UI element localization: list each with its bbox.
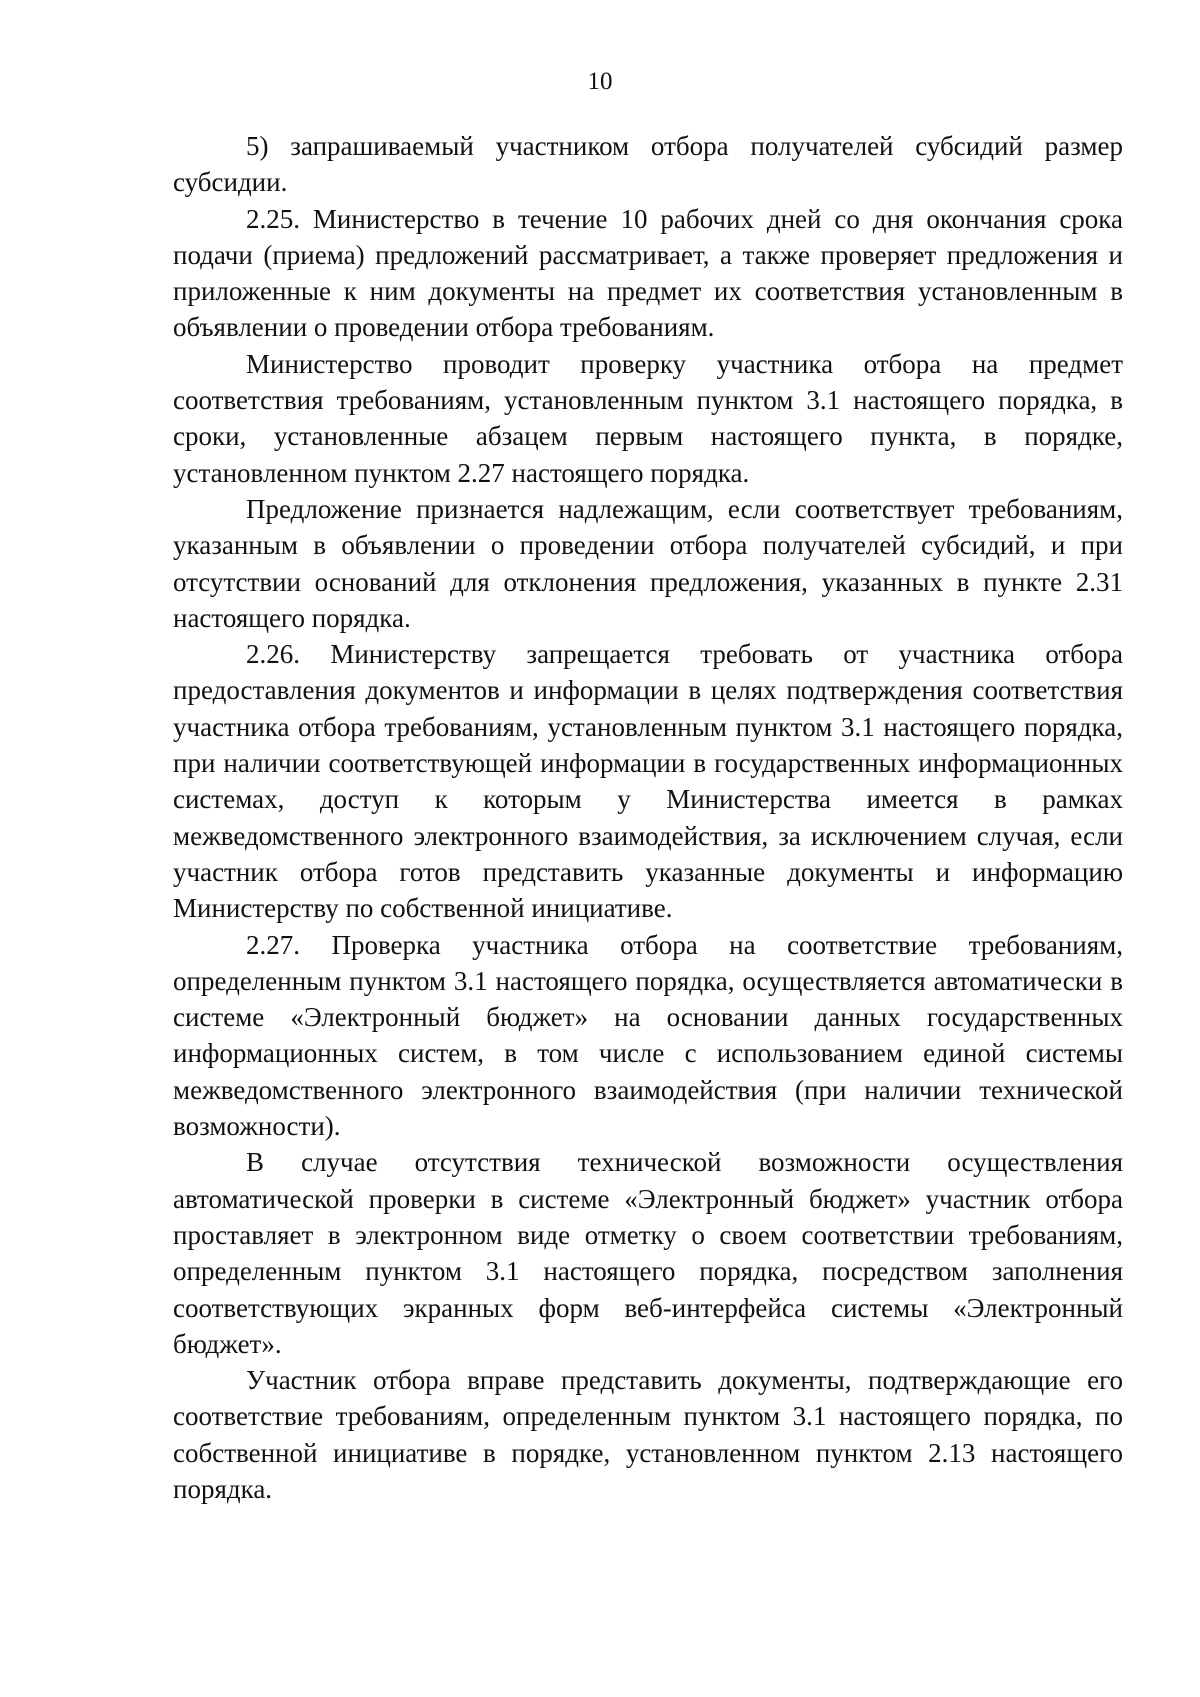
paragraph-item-5-subsidy-size: 5) запрашиваемый участником отбора получателей субсидий размер субсидии. [173,131,1123,198]
paragraph-2-27: 2.27. Проверка участника отбора на соответствие требованиям, определенным пунктом 3.1 настоящего порядка, осуществляется автоматически в системе «Электронный бюджет» на основании данных государственных информационных систем, в том числе с использованием единой системы межведомственного электронного взаимодействия (при наличии технической возможности). [173,929,1123,1142]
document-body [173,128,1123,1507]
paragraph-participant-documents: Участник отбора вправе представить документы, подтверждающие его соответствие требованиям, определенным пунктом 3.1 настоящего порядка, по собственной инициативе в порядке, установленном пунктом 2.13 настоящего порядка. [173,1365,1123,1504]
paragraph-2-26: 2.26. Министерству запрещается требовать от участника отбора предоставления документов и информации в целях подтверждения соответствия участника отбора требованиям, установленным пунктом 3.1 настоящего порядка, при наличии соответствующей информации в государственных информационных системах, доступ к которым у Министерства имеется в рамках межведомственного электронного взаимодействия, за исключением случая, если участник отбора готов представить указанные документы и информацию Министерству по собственной инициативе. [173,639,1123,924]
paragraph-no-technical-possibility: В случае отсутствия технической возможности осуществления автоматической проверки в системе «Электронный бюджет» участник отбора проставляет в электронном виде отметку о своем соответствии требованиям, определенным пунктом 3.1 настоящего порядка, посредством заполнения соответствующих экранных форм веб-интерфейса системы «Электронный бюджет». [173,1147,1123,1359]
page-number: 10 [587,68,613,95]
paragraph-2-25: 2.25. Министерство в течение 10 рабочих дней со дня окончания срока подачи (приема) предложений рассматривает, а также проверяет предложения и приложенные к ним документы на предмет их соответствия установленным в объявлении о проведении отбора требованиям. [173,203,1123,343]
paragraph-proposal-proper: Предложение признается надлежащим, если соответствует требованиям, указанным в объявлении о проведении отбора получателей субсидий, и при отсутствии оснований для отклонения предложения, указанных в пункте 2.31 настоящего порядка. [173,493,1123,633]
paragraph-ministry-check: Министерство проводит проверку участника отбора на предмет соответствия требованиям, установленным пунктом 3.1 настоящего порядка, в сроки, установленные абзацем первым настоящего пункта, в порядке, установленном пунктом 2.27 настоящего порядка. [173,348,1123,488]
